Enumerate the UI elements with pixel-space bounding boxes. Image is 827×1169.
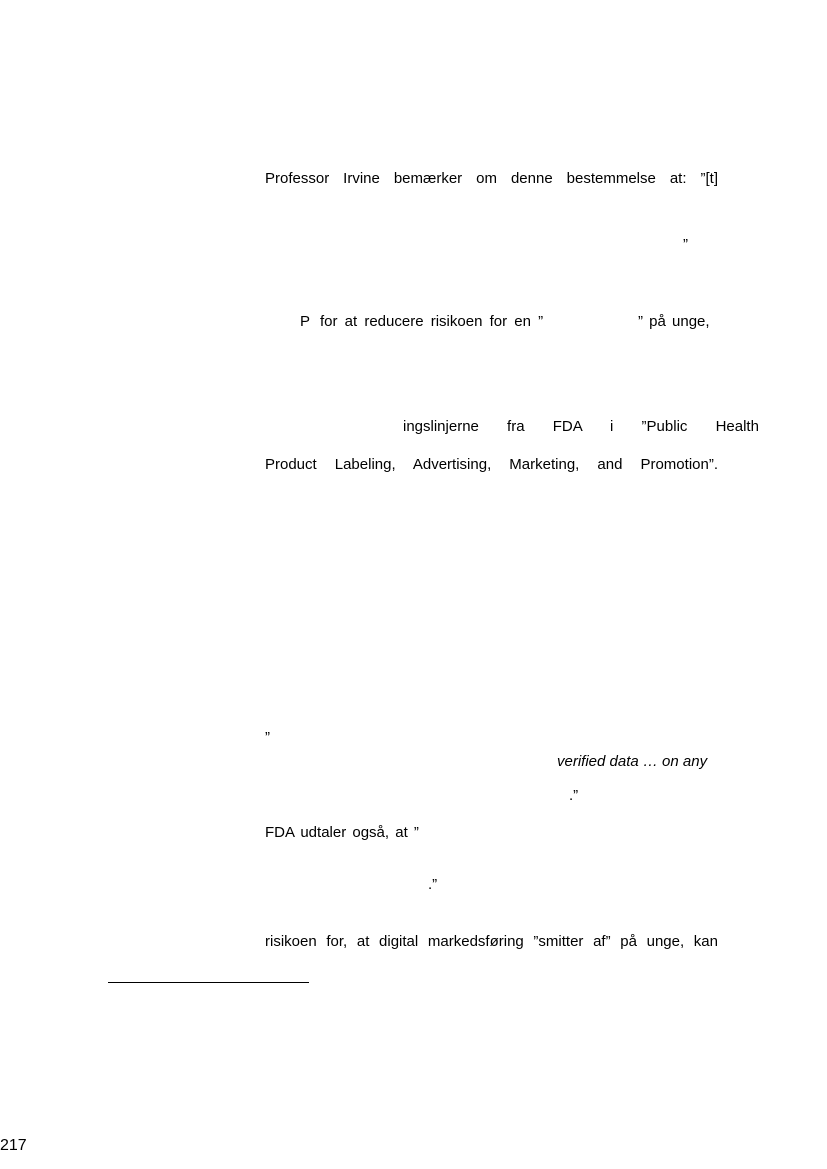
text-fragment-verified-data: verified data … on any — [557, 753, 708, 770]
text-line-product-labeling: Product Labeling, Advertising, Marketing, and Promotion”. — [265, 456, 718, 473]
opening-quote-mark: ” — [265, 729, 270, 746]
quote-end-mark-1: .” — [569, 787, 579, 804]
text-line-irvine: Professor Irvine bemærker om denne bestemmelse at: ”[t] — [265, 170, 718, 187]
quote-end-mark-2: .” — [428, 876, 438, 893]
footnote-separator — [108, 982, 309, 983]
page-number: 217 — [0, 1137, 27, 1154]
text-line-reduce-risk-end: ” på unge, — [638, 313, 710, 330]
closing-quote-mark: ” — [683, 236, 688, 253]
text-line-fda-states: FDA udtaler også, at ” — [265, 824, 419, 841]
text-line-reduce-risk: for at reducere risikoen for en ” — [320, 313, 544, 330]
text-fragment-p: P — [300, 313, 311, 330]
text-line-smitter-af: risikoen for, at digital markedsføring ”smitter af” på unge, kan — [265, 933, 718, 950]
text-line-fda-guidelines: ingslinjerne fra FDA i ”Public Health — [403, 418, 759, 435]
